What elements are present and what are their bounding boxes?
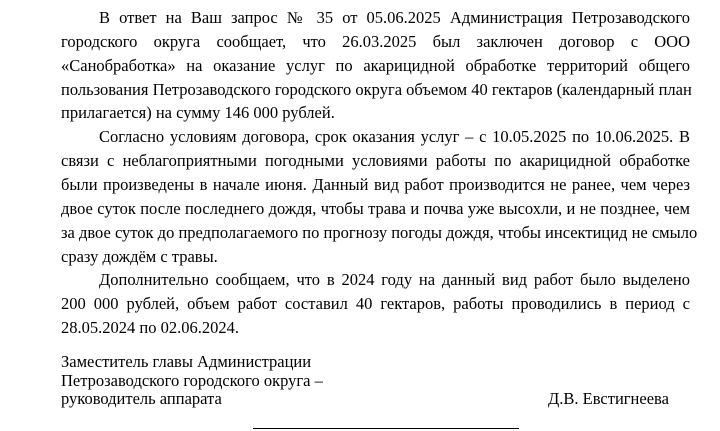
bottom-divider — [253, 428, 519, 429]
paragraph-1-line-1: В ответ на Ваш запрос № 35 от 05.06.2025 Администрация Петрозаводского — [99, 8, 690, 27]
paragraph-3-line-1: Дополнительно сообщаем, что в 2024 году на данный вид работ было выделено — [99, 270, 690, 289]
signer-position-line-1: Заместитель главы Администрации — [61, 352, 312, 371]
paragraph-2-line-2: связи с неблагоприятными погодными условиями работы по акарицидной обработке — [61, 151, 690, 170]
paragraph-1-line-5: прилагается) на сумму 146 000 рублей. — [61, 103, 335, 122]
paragraph-3-line-3: 28.05.2024 по 02.06.2024. — [61, 318, 239, 337]
paragraph-3-line-2: 200 000 рублей, объем работ составил 40 гектаров, работы проводились в период с — [61, 294, 690, 313]
paragraph-2-line-5: за двое суток до предполагаемого по прогнозу погоды дождя, чтобы инсектицид не смыло — [61, 223, 698, 242]
paragraph-2-line-3: были произведены в начале июня. Данный вид работ производится не ранее, чем через — [61, 175, 690, 194]
paragraph-1-line-3: «Санобработка» на оказание услуг по акарицидной обработке территорий общего — [61, 56, 690, 75]
paragraph-2-line-1: Согласно условиям договора, срок оказания услуг – с 10.05.2025 по 10.06.2025. В — [99, 127, 690, 146]
signer-position-line-2: Петрозаводского городского округа – — [61, 371, 323, 390]
signer-position-line-3: руководитель аппарата — [61, 389, 222, 408]
paragraph-2-line-4: двое суток после последнего дождя, чтобы трава и почва уже высохли, и не позднее, чем — [61, 199, 690, 218]
signer-name: Д.В. Евстигнеева — [548, 389, 669, 408]
paragraph-1-line-4: пользования Петрозаводского городского округа объемом 40 гектаров (календарный план — [61, 80, 692, 99]
paragraph-1-line-2: городского округа сообщает, что 26.03.2025 был заключен договор с ООО — [61, 32, 690, 51]
paragraph-2-line-6: сразу дождём с травы. — [61, 247, 218, 266]
